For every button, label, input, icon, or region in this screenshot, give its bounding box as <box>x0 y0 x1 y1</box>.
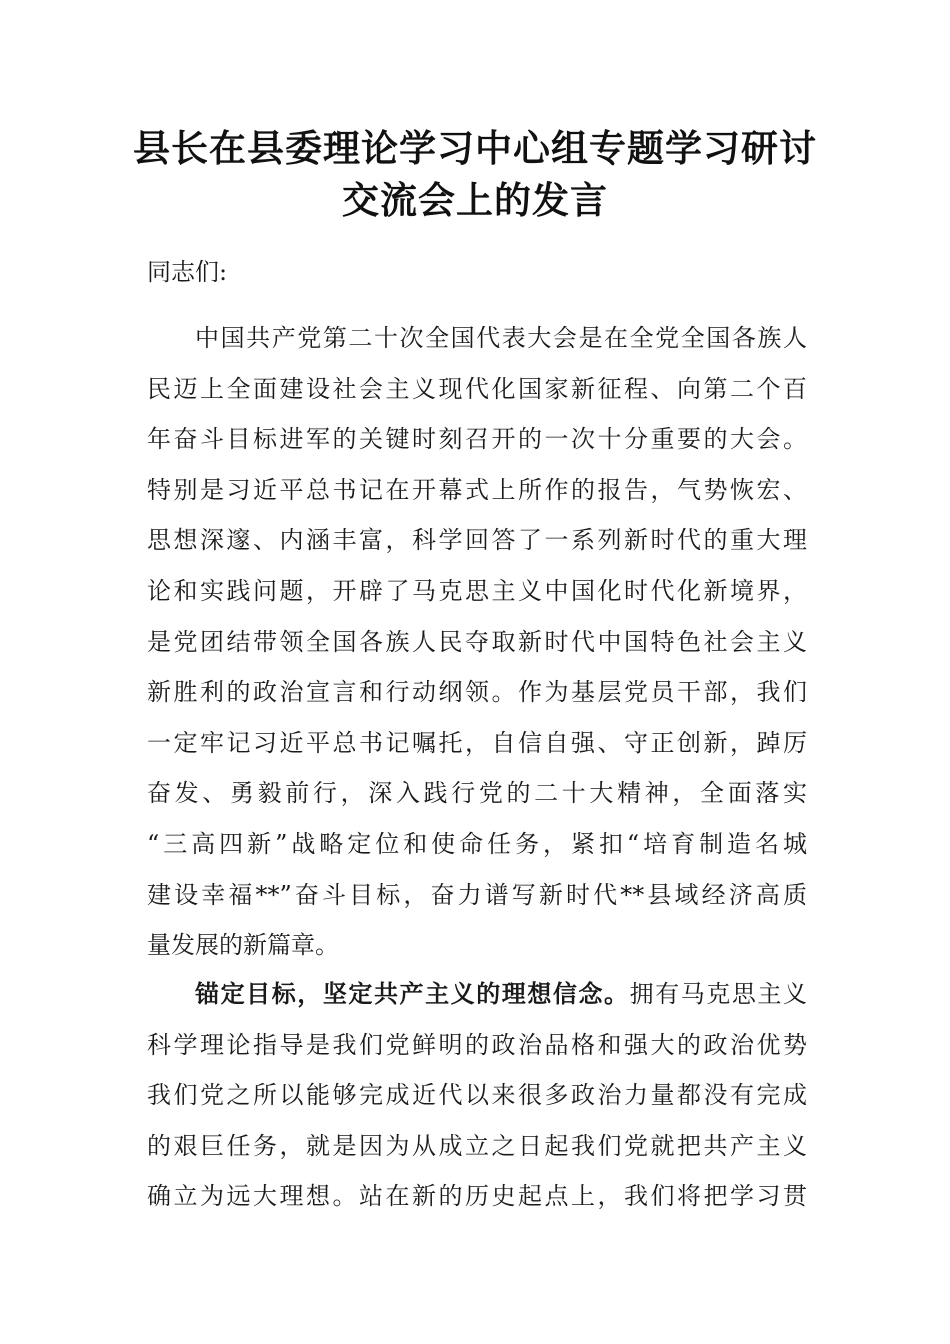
text-line: 中国共产党第二十次全国代表大会是在全党全国各族人 <box>195 324 807 352</box>
text-line: 我们党之所以能够完成近代以来很多政治力量都没有完成 <box>147 1081 807 1110</box>
text-line <box>147 974 807 1025</box>
text-line: 民迈上全面建设社会主义现代化国家新征程、向第二个百 <box>147 374 807 403</box>
title-line-1: 县长在县委理论学习中心组专题学习研讨 <box>133 126 817 170</box>
text-line: 奋发、勇毅前行，深入践行党的二十大精神，全面落实 <box>147 779 807 808</box>
text-line: 建设幸福**”奋斗目标，奋力谱写新时代**县域经济高质 <box>147 880 807 909</box>
text-line: 的艰巨任务，就是因为从成立之日起我们党就把共产主义 <box>147 1131 807 1160</box>
paragraph-heading: 锚定目标，坚定共产主义的理想信念。 <box>195 979 630 1008</box>
text-line: 量发展的新篇章。 <box>147 931 339 960</box>
text-line: 是党团结带领全国各族人民夺取新时代中国特色社会主义 <box>147 627 807 656</box>
text-line: 论和实践问题，开辟了马克思主义中国化时代化新境界， <box>147 576 807 605</box>
text-line: 一定牢记习近平总书记嘱托，自信自强、守正创新，踔厉 <box>147 728 807 757</box>
title-line-2: 交流会上的发言 <box>342 178 608 222</box>
text-line: 确立为远大理想。站在新的历史起点上，我们将把学习贯 <box>147 1182 807 1211</box>
paragraph-2 <box>147 974 807 1227</box>
text-line: 科学理论指导是我们党鲜明的政治品格和强大的政治优势 <box>147 1030 807 1059</box>
text-line: 新胜利的政治宣言和行动纲领。作为基层党员干部，我们 <box>147 678 807 707</box>
text-line: “三高四新”战略定位和使命任务，紧扣“培育制造名城 <box>147 829 807 858</box>
salutation: 同志们: <box>147 258 228 286</box>
document-title <box>0 122 950 226</box>
paragraph-lead-text: 拥有马克思主义 <box>629 980 808 1008</box>
text-line: 思想深邃、内涵丰富，科学回答了一系列新时代的重大理 <box>147 526 807 555</box>
text-line: 特别是习近平总书记在开幕式上所作的报告，气势恢宏、 <box>147 475 807 504</box>
text-line: 年奋斗目标进军的关键时刻召开的一次十分重要的大会。 <box>147 425 807 454</box>
paragraph-1 <box>147 318 807 976</box>
